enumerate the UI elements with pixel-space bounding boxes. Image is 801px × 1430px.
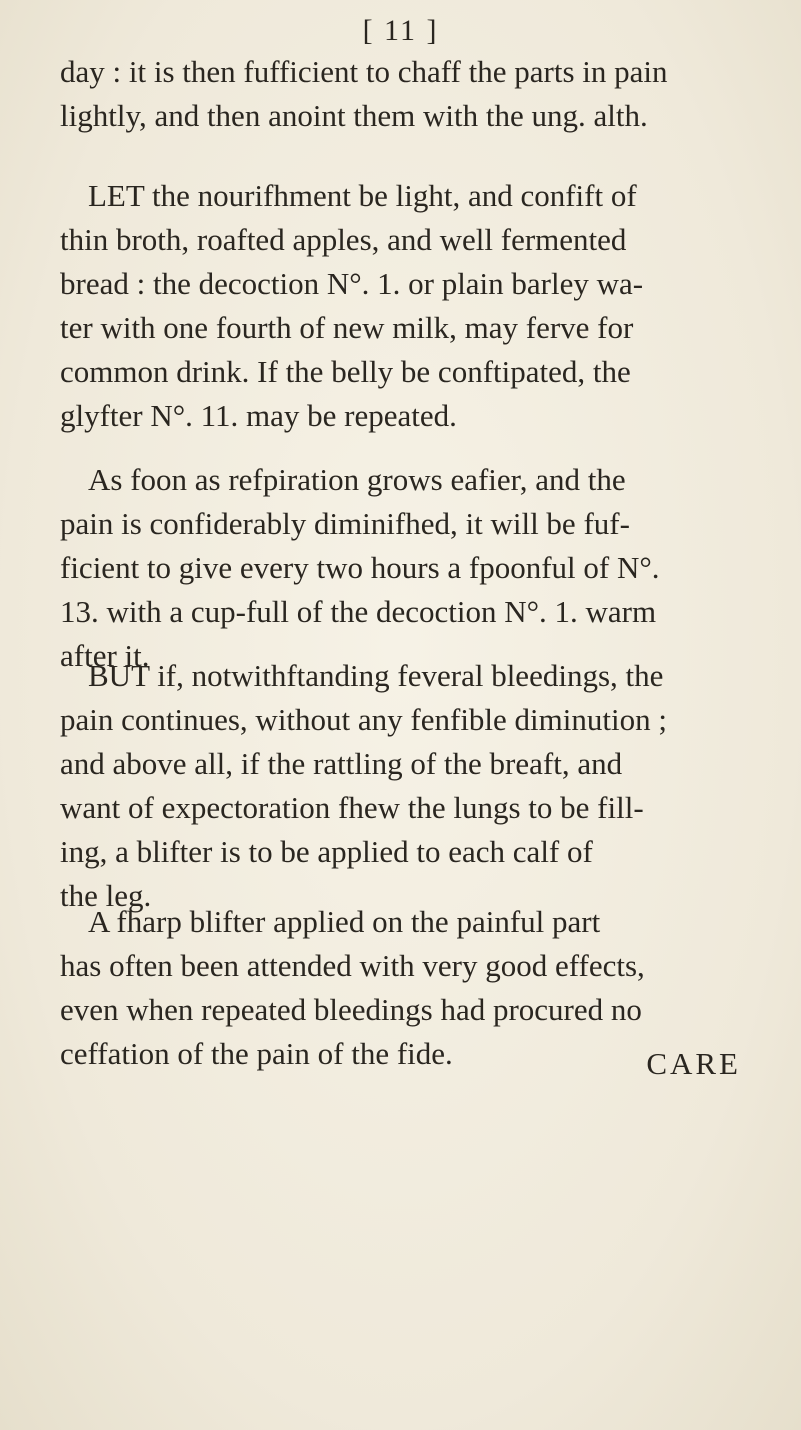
text-line: has often been attended with very good effects, [60,948,645,983]
text-line: BUT if, notwithftanding feveral bleedings, the [88,658,664,693]
catchword: CARE [646,1046,741,1081]
text-line: pain is confiderably diminifhed, it will be fuf- [60,506,630,541]
page-number: [ 11 ] [362,14,439,47]
text-line: ter with one fourth of new milk, may ferve for [60,310,634,345]
text-line: ing, a blifter is to be applied to each calf of [60,834,593,869]
text-line: 13. with a cup-full of the decoction N°. 1. warm [60,594,657,629]
text-line: ceffation of the pain of the fide. [60,1036,453,1071]
text-line: A fharp blifter applied on the painful part [88,904,601,939]
text-line: day : it is then fufficient to chaff the parts in pain [60,54,668,89]
paragraph-2 [60,174,760,482]
text-line: after it. [60,638,150,673]
text-line: and above all, if the rattling of the breaft, and [60,746,623,781]
text-line: As foon as refpiration grows eafier, and the [88,462,626,497]
text-line: lightly, and then anoint them with the ung. alth. [60,98,648,133]
text-line: the leg. [60,878,152,913]
text-line: common drink. If the belly be conftipated, the [60,354,631,389]
paragraph-1 [60,50,760,138]
text-line: LET the nourifhment be light, and confift of [88,178,637,213]
text-line: pain continues, without any fenfible diminution ; [60,702,667,737]
paragraph-3 [60,458,760,678]
text-line: even when repeated bleedings had procured no [60,992,642,1027]
text-line: want of expectoration fhew the lungs to be fill- [60,790,644,825]
text-line: glyfter N°. 11. may be repeated. [60,398,457,433]
text-line: thin broth, roafted apples, and well fermented [60,222,627,257]
text-line: ficient to give every two hours a fpoonful of N°. [60,550,660,585]
text-line: bread : the decoction N°. 1. or plain barley wa- [60,266,644,301]
